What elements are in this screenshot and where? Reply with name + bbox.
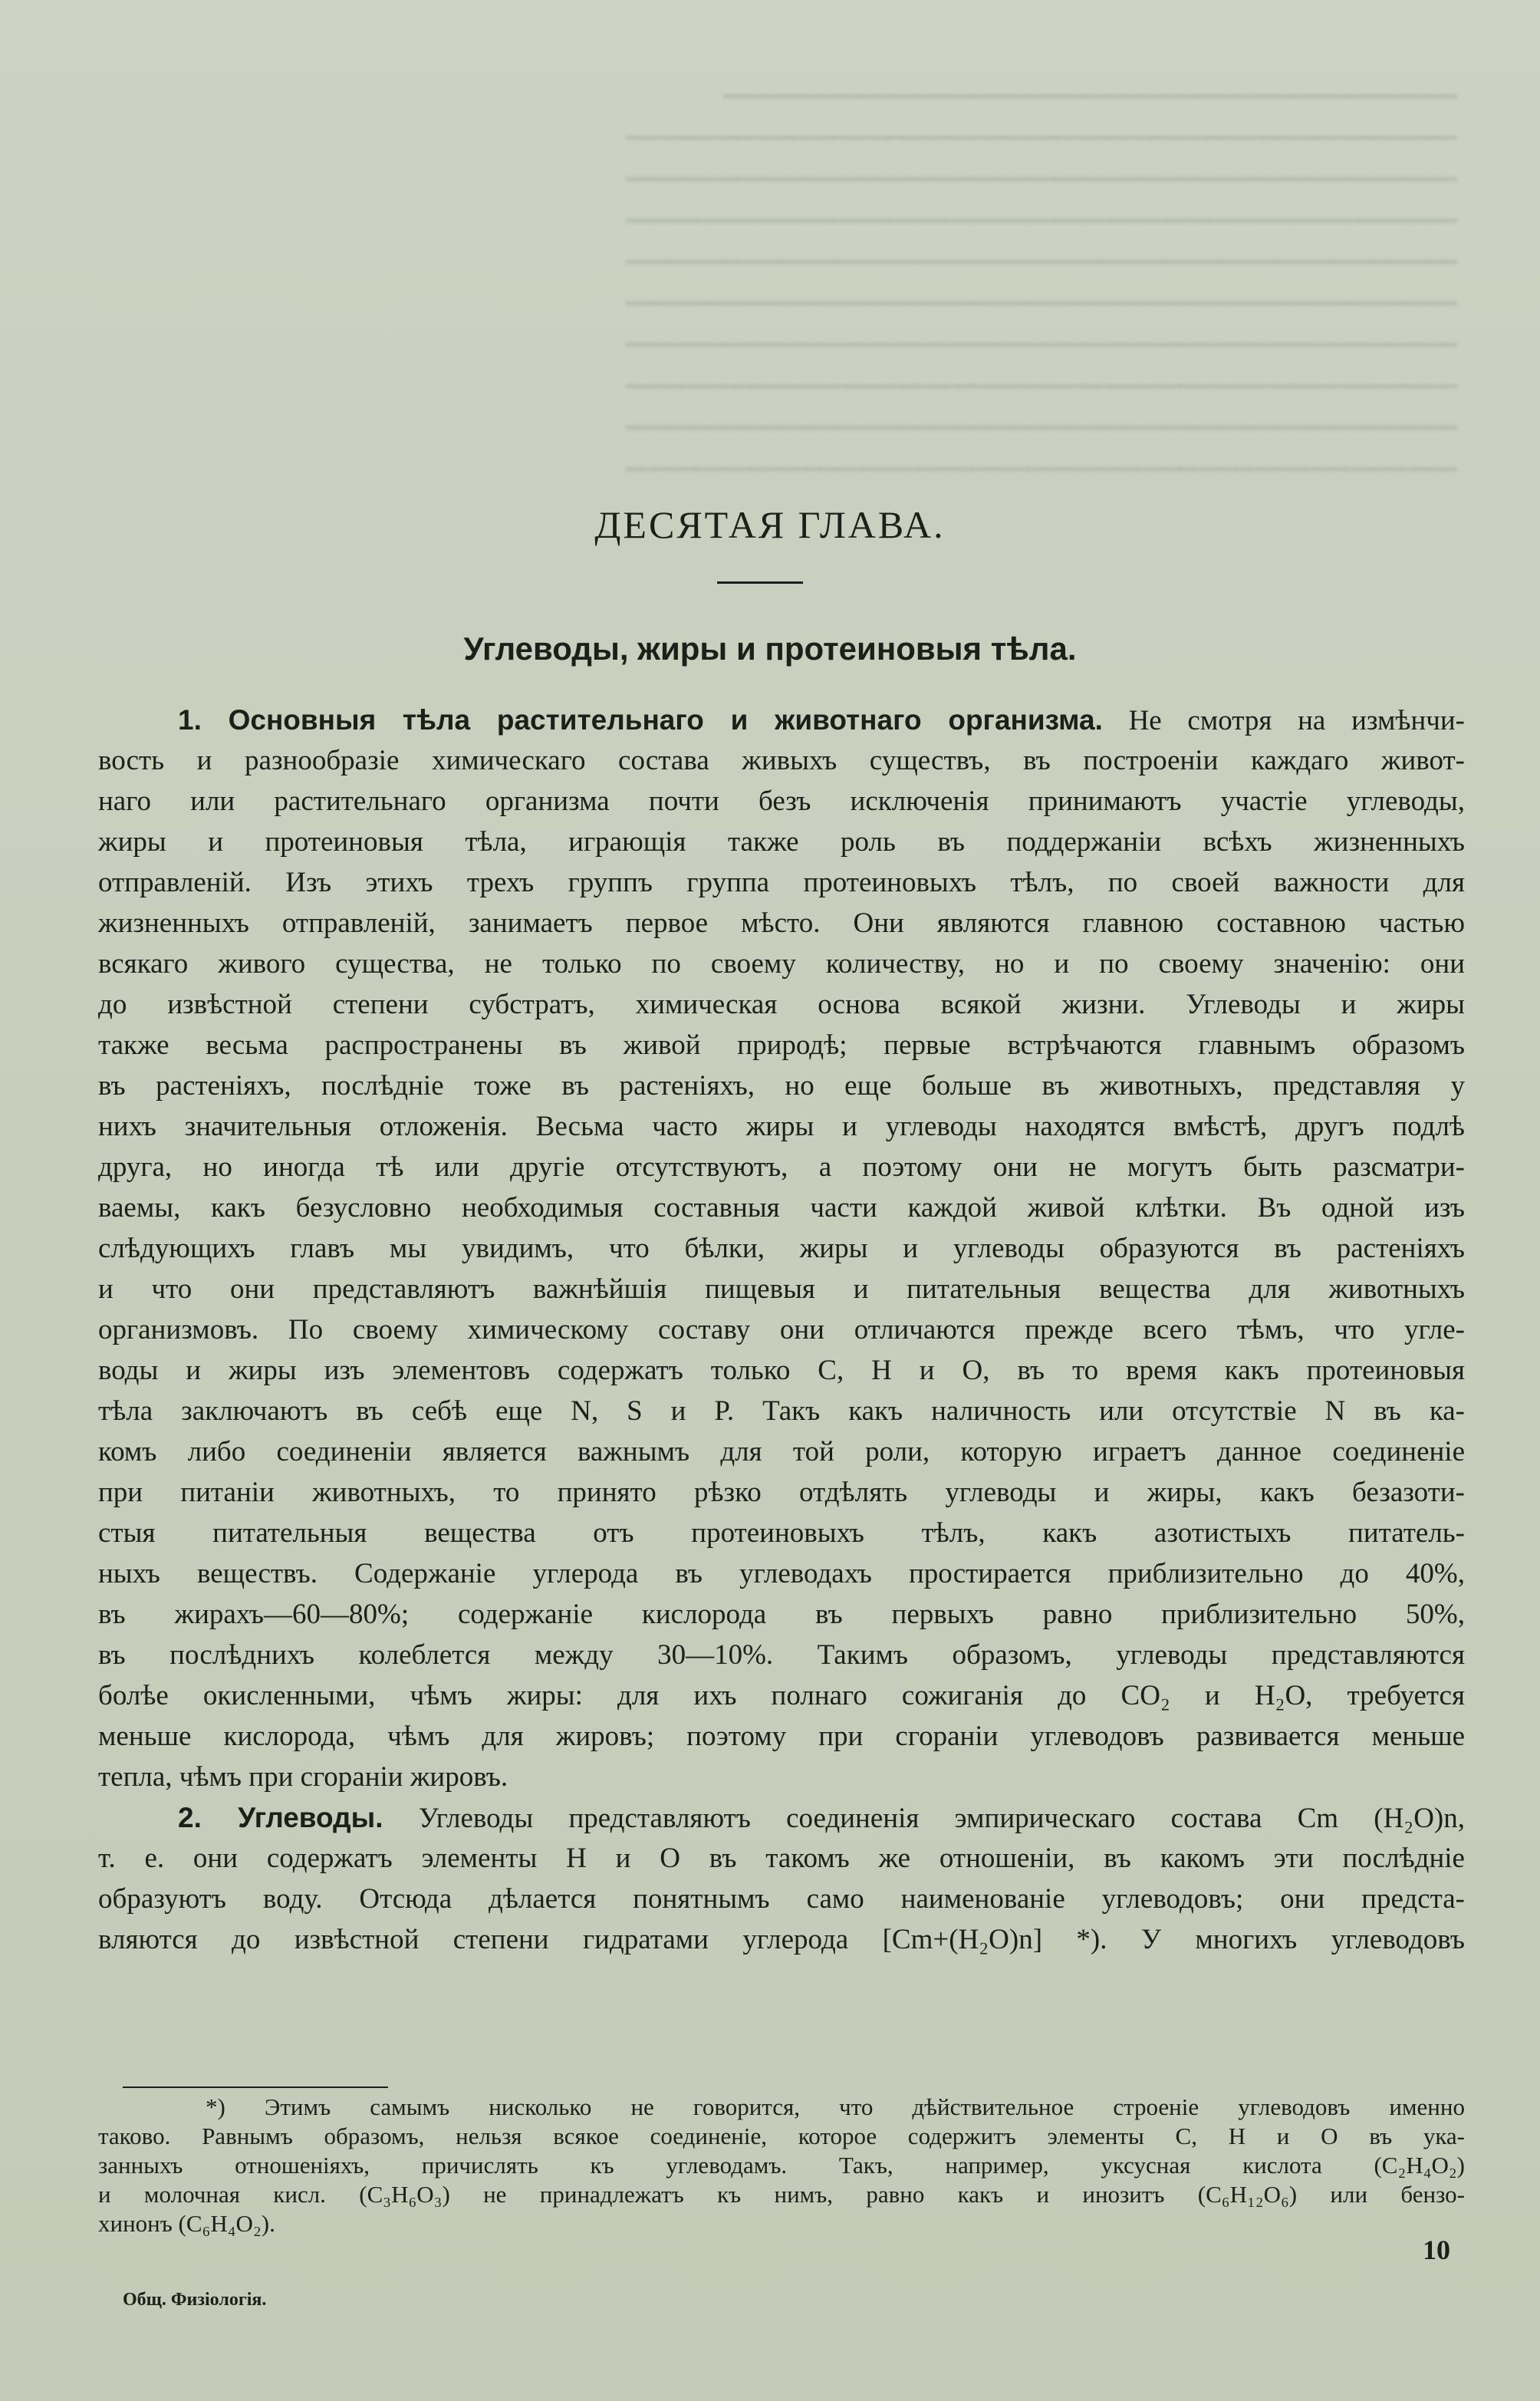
footnote-line: *) Этимъ самымъ нисколько не говорится, что дѣйствительное строеніе углеводовъ именно [206, 2093, 1465, 2120]
paragraph-1-line: жизненныхъ отправленій, занимаетъ первое мѣсто. Они являются главною составною частью [98, 907, 1465, 939]
paragraph-1-line: въ послѣднихъ колеблется между 30—10%. Такимъ образомъ, углеводы представляются [98, 1639, 1465, 1671]
paragraph-1-line: въ жирахъ—60—80%; содержаніе кислорода въ первыхъ равно приблизительно 50%, [98, 1599, 1465, 1630]
title-divider [717, 581, 803, 584]
paragraph-1-line: воды и жиры изъ элементовъ содержатъ только C, H и O, въ то время какъ протеиновыя [98, 1355, 1465, 1386]
paragraph-1-line: ныхъ веществъ. Содержаніе углерода въ углеводахъ простирается приблизительно до 40%, [98, 1558, 1465, 1589]
paragraph-1-line: стыя питательныя вещества отъ протеиновыхъ тѣлъ, какъ азотистыхъ питатель- [98, 1517, 1465, 1549]
paragraph-2-line: образуютъ воду. Отсюда дѣлается понятнымъ само наименованіе углеводовъ; они предста- [98, 1883, 1465, 1915]
show-through-bleed: ━━━━━━━━━━━━━━━━━━━━━━━━━━━━━━━━━━━━━━━━━━━━━━━━━━━━━ ━━━━━━━━━━━━━━━━━━━━━━━━━━━━━━━━━━━━━━━━━━━━━━━━━━━━━━━━━━━━ ━━━━━━━━━━━━━━━━━━━━━━━━━━━━━━━━━━━━━━━━━━━━━━━━━━━━━━━━━━━━ ━━━━━━━━━━━━━━━━━━━━━━━━━━━━━━━━━━━━━━━━━━━━━━━━━━━━━━━━━━━━ ━━━━━━━━━━━━━━━━━━━━━━━━━━━━━━━━━━━━━━━━━━━━━━━━━━━━━━━━━━━━ ━━━━━━━━━━━━━━━━━━━━━━━━━━━━━━━━━━━━━━━━━━━━━━━━━━━━━━━━━━━━ ━━━━━━━━━━━━━━━━━━━━━━━━━━━━━━━━━━━━━━━━━━━━━━━━━━━━━━━━━━━━ ━━━━━━━━━━━━━━━━━━━━━━━━━━━━━━━━━━━━━━━━━━━━━━━━━━━━━━━━━━━━ ━━━━━━━━━━━━━━━━━━━━━━━━━━━━━━━━━━━━━━━━━━━━━━━━━━━━━━━━━━━━ ━━━━━━━━━━━━━━━━━━━━━━━━━━━━━━━━━━━━━━━━━━━━━━━━━━━━━━━━━━━━ [626, 84, 1457, 483]
paragraph-1-line: комъ либо соединеніи является важнымъ для той роли, которую играетъ данное соединеніе [98, 1436, 1465, 1467]
paragraph-1-line: ваемы, какъ безусловно необходимыя составныя части каждой живой клѣтки. Въ одной изъ [98, 1192, 1465, 1224]
body-text [98, 700, 1465, 1960]
paragraph-1-line: при питаніи животныхъ, то принято рѣзко отдѣлять углеводы и жиры, какъ безазоти- [98, 1477, 1465, 1508]
paragraph-1-line: вость и разнообразіе химическаго состава живыхъ существъ, въ построеніи каждаго живот- [98, 745, 1465, 776]
footnote-line: занныхъ отношеніяхъ, причислять къ углеводамъ. Такъ, например, уксусная кислота (C₂H₄O₂) [98, 2152, 1465, 2179]
paragraph-1-line: нихъ значительныя отложенія. Весьма часто жиры и углеводы находятся вмѣстѣ, другъ подлѣ [98, 1111, 1465, 1142]
chapter-title: ДЕСЯТАЯ ГЛАВА. [594, 503, 946, 546]
footnote-divider [123, 2086, 388, 2088]
paragraph-1-line [98, 700, 1465, 740]
paragraph-1-line: жиры и протеиновыя тѣла, играющія также роль въ поддержаніи всѣхъ жизненныхъ [98, 826, 1465, 858]
footnote-line: хинонъ (C₆H₄O₂). [98, 2210, 275, 2237]
paragraph-1-line: болѣе окисленными, чѣмъ жиры: для ихъ полнаго сожиганія до CO₂ и H₂O, требуется [98, 1680, 1465, 1711]
paragraph-1-line: слѣдующихъ главъ мы увидимъ, что бѣлки, жиры и углеводы образуются въ растеніяхъ [98, 1233, 1465, 1264]
paragraph-1-line: друга, но иногда тѣ или другіе отсутствуютъ, а поэтому они не могутъ быть разсматри- [98, 1151, 1465, 1183]
paragraph-2-line: т. е. они содержатъ элементы H и O въ такомъ же отношеніи, въ какомъ эти послѣдніе [98, 1843, 1465, 1874]
footnote-line: таково. Равнымъ образомъ, нельзя всякое соединеніе, которое содержитъ элементы C, H и O въ ука- [98, 2123, 1465, 2149]
printer-signature: Общ. Физіологія. [123, 2290, 267, 2310]
paragraph-2-line: вляются до извѣстной степени гидратами углерода [Cm+(H₂O)n] *). У многихъ углеводовъ [98, 1924, 1465, 1955]
paragraph-1-line: и что они представляютъ важнѣйшія пищевыя и питательныя вещества для животныхъ [98, 1273, 1465, 1305]
paragraph-1-text: Не смотря на измѣнчи- [1102, 705, 1465, 736]
paragraph-1-line: меньше кислорода, чѣмъ для жировъ; поэтому при сгораніи углеводовъ развивается меньше [98, 1721, 1465, 1752]
paragraph-1-line: въ растеніяхъ, послѣдніе тоже въ растеніяхъ, но еще больше въ животныхъ, представляя у [98, 1070, 1465, 1102]
paragraph-1-line: тепла, чѣмъ при сгораніи жировъ. [98, 1761, 508, 1793]
paragraph-2-line [98, 1797, 1465, 1838]
section-heading-2: 2. Углеводы. [178, 1802, 383, 1833]
paragraph-1-line: всякаго живого существа, не только по своему количеству, но и по своему значенію: они [98, 948, 1465, 980]
paragraph-1-line: наго или растительнаго организма почти безъ исключенія принимаютъ участіе углеводы, [98, 786, 1465, 817]
section-heading-1: 1. Основныя тѣла растительнаго и животнаго организма. [178, 704, 1103, 736]
page-number: 10 [1423, 2235, 1450, 2265]
paragraph-1-line: также весьма распространены въ живой природѣ; первые встрѣчаются главнымъ образомъ [98, 1029, 1465, 1061]
chapter-subtitle: Углеводы, жиры и протеиновыя тѣла. [463, 631, 1077, 667]
paragraph-1-line: организмовъ. По своему химическому составу они отличаются прежде всего тѣмъ, что угле- [98, 1314, 1465, 1345]
paragraph-1-line: отправленій. Изъ этихъ трехъ группъ группа протеиновыхъ тѣлъ, по своей важности для [98, 867, 1465, 898]
footnote-line: и молочная кисл. (C₃H₆O₃) не принадлежатъ къ нимъ, равно какъ и инозитъ (C₆H₁₂O₆) или бензо- [98, 2181, 1465, 2208]
paragraph-1-line: до извѣстной степени субстратъ, химическая основа всякой жизни. Углеводы и жиры [98, 989, 1465, 1020]
paragraph-1-line: тѣла заключаютъ въ себѣ еще N, S и P. Такъ какъ наличность или отсутствіе N въ ка- [98, 1395, 1465, 1427]
paragraph-2-text: Углеводы представляютъ соединенія эмпирическаго состава Cm (H₂O)n, [383, 1803, 1465, 1834]
footnote [98, 2093, 1465, 2238]
